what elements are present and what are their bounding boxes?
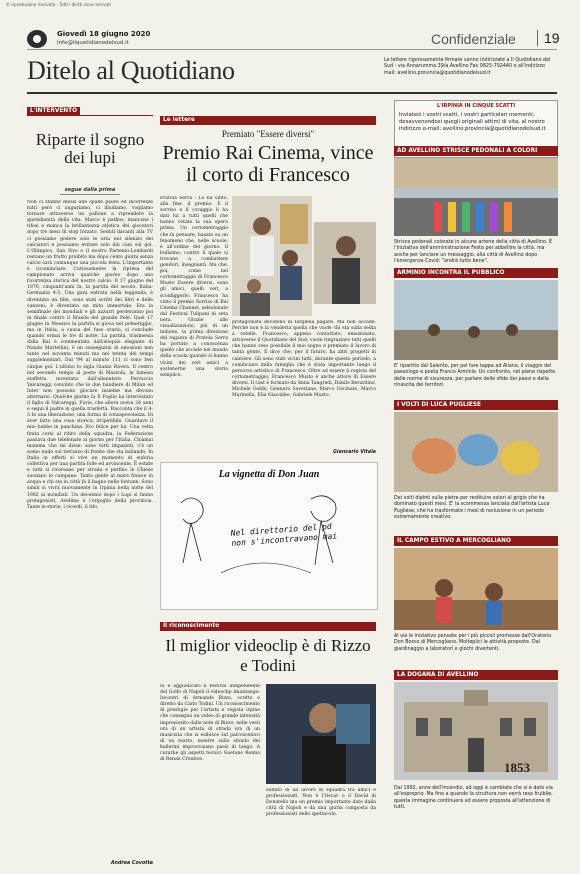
masthead-rule [27, 92, 557, 94]
center-article-body-2a [314, 196, 376, 220]
right-label-3: IL CAMPO ESTIVO A MERCOGLIANO [394, 536, 558, 546]
left-headline: Riparte il sogno dei lupi [35, 130, 145, 167]
newspaper-logo-icon [27, 30, 47, 48]
right-text-4: Dal 1992, anno dell'incendio, ad oggi è cambiato che si è dato via all'esproprio. Ma fino a quando la struttura non verrà resa fruibile, questa immagine continuerà ad essere proposta all'attenzione di tutti. [394, 786, 553, 811]
right-label-0: AD AVELLINO STRISCE PEDONALI A COLORI [394, 146, 558, 156]
issue-date: Giovedì 18 giugno 2020 [57, 30, 151, 38]
cartoon-box [160, 462, 378, 610]
right-label-2: I VOLTI DI LUCA PUGLIESE [394, 400, 558, 410]
left-article-body: Non ci stanno messi alle spalle paure ed incertezze tutti però ci auguriamo, ci illudiamo, vogliamo tornare attraverso un pallone a riprendere la quotidianità della vita. Marco è pathos, mancano i tifosi e manca la brillantezza atletica dei giocatori dopo tre mesi di stop forzato. Seduti davanti alla TV ci possiamo godere solo le urla nel silenzio dei calciatori e possiamo evitare solo dai cani sul gol. L'Olimpico, San Siro o il nostro Partenio-Lombardi restano un frutto proibito ma dopo cento giorni senza calcio sarà comunque una piccola festa. L'importante è ricominciare. Curiosamente la ripresa del campionato arriva qualche giorno dopo una ricorrenza storica del nostro calcio. Il 17 giugno del 1970, cinquant'anni fa, la partita del secolo: Italia-Germania 4-3. Una gara entrata nella leggenda, è diventata un film, sono stati scritti dei libri e delle canzoni, è diventata un mito immortale. Era la semifinale dei mondiali e gli azzurri perderanno poi in finale contro il Brasile del grande Pelè. Quel 17 giugno in Messico la partita si gioca nel pomeriggio, ma in Italia, a causa del fuso orario, si conclude quando ormai le tre di notte. La partita, trasmessa dalla Rai è commentata dall'eloquio elegante di Nando Martellini, è un susseguirsi di emozioni non tanto nel novanta minuti ma nei trenta dei tempi supplementari. Dal '94 al minuto 111 ci sono ben cinque gol. L'ultimo lo sigla Gianni Rivera. Il centro nel secondo tempo al posto di Mazzola, la famosa staffetta inventata dall'allenatore Ferruccio Valcareggi convinto che le due bandiere di Milan ed Inter non possono giocare insieme ma devono alternarsi. Qualche giorno fa Il Foglio ha intervistato il figlio di Valcareggi, Furio, che allora aveva 24 anni e seguì il padre in quella trasferta. Racconta che il 4-3 fu una liberazione, una forma di consapevolezza. Di aver fatto una cosa storica, irripetibile. Guardavo il mio babbo in panchina. Ero felice per lui. Una volta finita corsi al ritiro della squadra, la Federazione passava due telefonate al giorno per l'Italia. Chiamai mamma che mi disse: sono tutti impazziti, c'è un uomo nudo sul terrazzo di fronte che sta ballando. In Italia in effetti si vive un momento di euforia collettiva per una partita folle ed avvincente. È estate e tutti si riversano per strada e perfino le Chiese suonano le campane. Tanta gente al mare finisce in acqua e chi sta in città fa il bagno nelle fontane. Sono simili si vivrà nuovamente in Irpinia nella notte del 1982 ai mondiali. Un decennio dopo i Lupi si fanno protagonisti, Avellino è l'orgoglio della provincia. Tante le storie, i ricordi, il tifo. [27, 200, 153, 510]
left-signature: Andrea Covotta [110, 861, 153, 866]
header-email[interactable]: info@ilquotidianodelsud.it [57, 40, 129, 46]
right-label-1: ARMINIO INCONTRA IL PUBBLICO [394, 268, 558, 278]
page-header [27, 28, 560, 50]
left-subhead: segue dalla prima [64, 187, 116, 193]
center-article-body-3: Si è aggiudicato il festival indipendente del Golfo di Napoli il videoclip Anantango-Incontri di Armando Rizzo, scritto e diretto da Carlo Todini. Un riconoscimento di prestigio per l'artista e regista irpino che consegna un video di grande intensità impreziosito dalle note di Rizzo, nelle vesti ora di un artista di strada ora di un musicista che si esibisce sul palcoscenico di un teatro, mentre sullo sfondo dei ballerini improvvisano passi di tango. A curarne gli aspetti tecnici Gaetano Renna di Renan Creative. [160, 684, 260, 763]
artist-photo [266, 684, 376, 784]
center-signature: Giancarlo Vitale [333, 450, 376, 455]
subhead-rule [60, 194, 120, 195]
award-photo [232, 196, 312, 316]
summer-camp-photo [394, 548, 558, 630]
center-headline-2: Il miglior videoclip è di Rizzo e Todini [165, 636, 371, 675]
section-name: Confidenziale [431, 31, 516, 47]
right-text-0: Strisce pedonali colorate in alcune arterie della città di Avellino. È l'iniziativa dell'amministrazione Festa per abbellire la città, ma anche per lanciare un messaggio, alla città di Avellino dopo l'emergenza Covid: "andrà tutto bene". [394, 240, 552, 265]
photo-submission-text: Inviateci i vostri scatti, i vostri particolari momenti, desavvenendosi quegli originali attimi di vita, al nostro indirizzo e-mail: avellino.provincia@quotidianodelsud.it [399, 112, 546, 132]
right-text-3: Al via le iniziative pensate per i più piccoli promosse dall'Oratorio Don Bosco di Mercogliano. Molteplici le attività proposte. Dal giardinaggio a laboratori e giochi divertenti. [394, 634, 552, 652]
center-kicker: Premiato "Essere diversi" [221, 129, 315, 139]
center-section-label: Le lettere [160, 116, 376, 125]
cartoon-title: La vignetta di Don Juan [218, 469, 320, 480]
director-photo [314, 222, 376, 304]
contact-info: Le lettere rigorosamente firmate vanno indirizzate a Il Quotidiano del Sud - via Annarumma 39/a Avellino Fax 0825-792440 o all'indirizzo mail: avellino.provincia@quotidianodelsud.it [384, 58, 551, 76]
left-section-label: L'INTERVENTO [27, 107, 80, 116]
center-article-body-4: sultato di un lavoro di squadra tra amici e professionisti. Non è l'Oscar o il David di Donatello ma un premio importante dato dalla città di Napoli e da una giuria composta da professionisti dello spettacolo. [266, 788, 376, 818]
right-text-1: E' ripartito dal Salento, per poi fare tappa ad Aliano, il viaggio del paesologo e poeta Franco Arminio. Un confronto, nel pieno rispetto delle norme di sicurezza, per parlare delle sfide dei paesi e della rinascita dei territori. [394, 364, 556, 389]
right-label-4: LA DOGANA DI AVELLINO [394, 670, 558, 680]
center-section-label-2: Il riconoscimento [160, 622, 376, 631]
photo-submission-title: L'IRPINIA IN CINQUE SCATTI [436, 103, 516, 109]
year-engraving: 1853 [504, 760, 530, 775]
center-article-body-1: Pratola Serra - Lo ha vinto, alla fine, il premio. E il sorriso e il coraggio li ha dati lui a tutti quelli che hanno votato la sua opera prima. Un cortometraggio che fa pensare, basato su un fenomeno che, nelle scuole, è all'ordine del giorno. Il bullismo, contro il quale si trovano a combattere genitori, insegnanti. Ma che, poi, come nel cortometraggio di Francesco Musto Essere diversi, sono gli amici, quelli veri, a sconfiggerlo. Francesco ha vinto il premio Sorriso di Rai Cinema Channel, selezionato dal Festival Tulipani di seta nera. Grazie alle visualizzazioni, più di un milione, la prima direzione del ragazzo di Pratola Serra ha portato a conoscenza quello che accade nel mondo della scuola quando si hanno vicini dei veri amici a sostenerne una storia semplice. [160, 196, 228, 378]
painted-faces-photo [394, 412, 558, 492]
masthead-title: Ditelo al Quotidiano [27, 56, 235, 85]
arminio-photo [394, 280, 558, 360]
cartoon-caption: Nel direttorio del pd non s'incontravano mai [230, 521, 338, 548]
right-text-2: Dei volti dipinti sulle pietre per restituire colori al grigio che ha dominato questi mesi. E' la scommessa lanciata dall'artista Luca Pugliese, che ha trasformato i mesi di reclusione in un periodo estremamente creativo. [394, 496, 550, 521]
center-article-body-2: protagonista decidono di fargliela pagare. Ma non accade. Perché non è la vendetta quella che vuole chi sta sulla sedia a rotelle. Francesco, appena contattato, emozionato, attraverso il Quotidiano del Sud, vuole ringraziare tutti quelli che hanno reso possibile il mio sogno e premiato il lavoro di tanta gente. E dice che, per il futuro, ha altri progetti in cantiere. Gli sono stati vicini tutti, durante questo periodo, a cominciare dalla famiglia che è stata importante lungo il percorso artistico di Francesco. Oltre ad essere il regista del cortometraggio, Francesco Musto è anche attore di Essere diversi. Il cast è formato da Anna Tangredi, Danilo Berardino, Michele Gobbi, Gennaro Saveriano, Marco Cecinato, Marco Marinella, Elia Giacobbe, Gabriele Musto. [232, 320, 376, 399]
copyright-note: © riproduzione riservata - Tutti i diritti sono riservati [6, 2, 111, 7]
crosswalk-photo [394, 158, 558, 236]
page-number: 19 [537, 30, 560, 46]
dogana-photo [394, 682, 558, 780]
center-headline: Premio Rai Cinema, vince il corto di Francesco [162, 142, 374, 186]
